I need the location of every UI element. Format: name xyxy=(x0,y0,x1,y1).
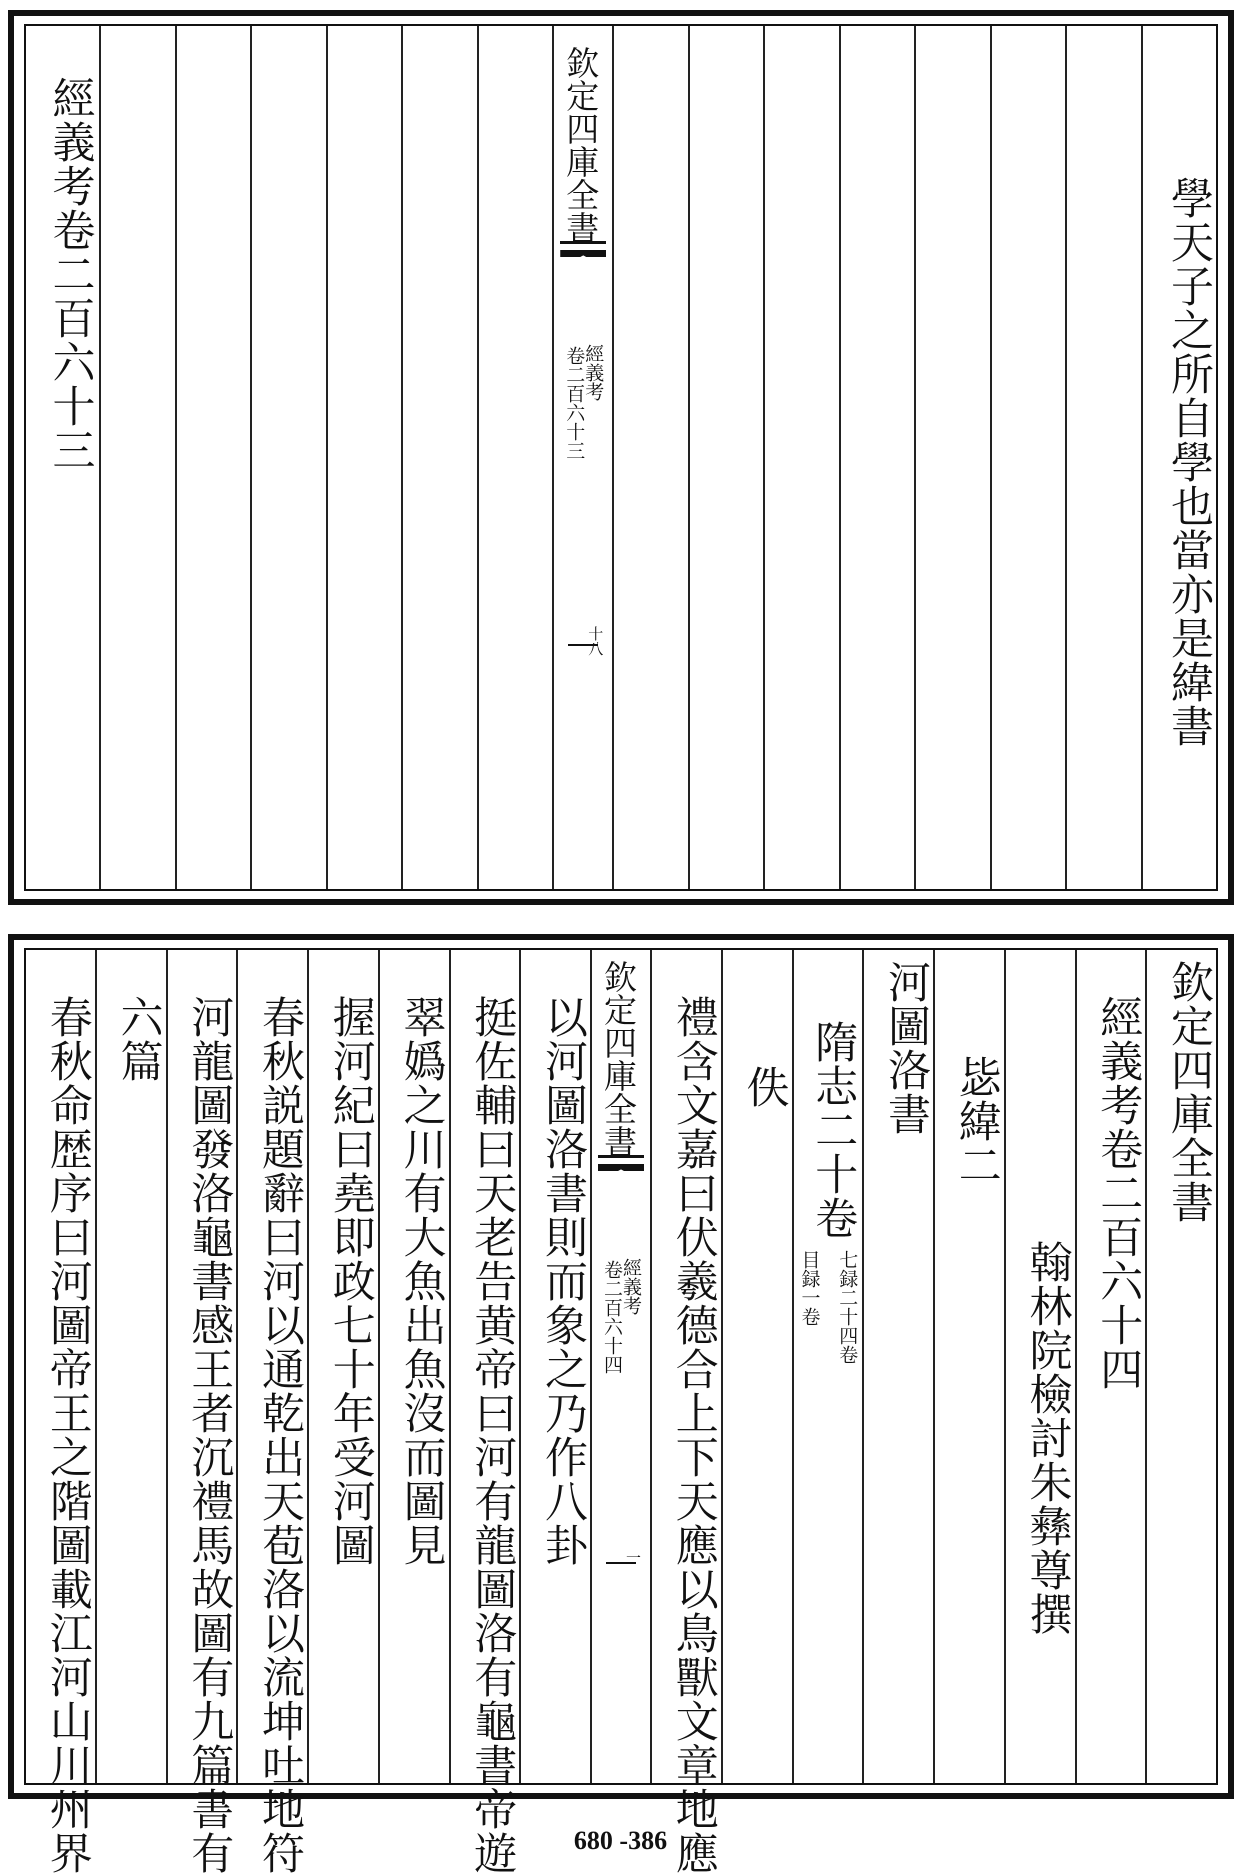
bottom-col-2 xyxy=(1075,950,1146,1783)
bottom-col-16 xyxy=(26,950,95,1875)
top-center-leaf: 十八 xyxy=(586,626,605,656)
top-center-margin xyxy=(552,26,612,889)
bottom-col-3 xyxy=(1004,950,1075,1783)
bottom-col-5-text: 河圖洛書 xyxy=(881,960,931,1136)
top-col-14 xyxy=(99,26,174,889)
bottom-center-leaf: 一 xyxy=(624,1550,642,1565)
top-center-rule xyxy=(568,644,598,646)
bottom-center-title: 欽定四庫全書 xyxy=(599,960,638,1158)
top-center-juan: 卷二百六十三 xyxy=(563,346,586,460)
bottom-col-1-text: 欽定四庫全書 xyxy=(1164,960,1214,1224)
top-col-8 xyxy=(612,26,687,889)
top-col-9 xyxy=(477,26,552,889)
bottom-col-7 xyxy=(721,950,792,1783)
bottom-col-8 xyxy=(650,950,721,1875)
bottom-col-1 xyxy=(1145,950,1216,1783)
bottom-left-col-4-text: 握河紀曰堯即政七十年受河圖 xyxy=(325,995,376,1567)
bottom-fish-tail-mark xyxy=(598,1155,644,1194)
top-col-13 xyxy=(175,26,250,889)
bottom-col-4 xyxy=(933,950,1004,1783)
bottom-col-9 xyxy=(519,950,590,1783)
top-col-10 xyxy=(401,26,476,889)
top-col-15 xyxy=(26,26,99,889)
bottom-col-8-text: 禮含文嘉曰伏羲德合上下天應以鳥獸文章地應 xyxy=(668,995,719,1875)
bottom-left-col-6-text: 河龍圖發洛龜書感王者沉禮馬故圖有九篇書有 xyxy=(184,995,235,1875)
top-center-title: 欽定四庫全書 xyxy=(561,46,601,244)
bottom-center-book-name: 經義考 xyxy=(620,1258,642,1315)
top-right-text: 學天子之所自學也當亦是緯書 xyxy=(1164,176,1214,748)
bottom-col-10 xyxy=(449,950,520,1875)
top-center-book-name: 經義考 xyxy=(582,344,605,401)
bottom-col-14 xyxy=(166,950,237,1875)
bottom-col-15 xyxy=(95,950,166,1783)
bottom-center-rule xyxy=(606,1562,636,1564)
bottom-col-5 xyxy=(862,950,933,1783)
top-col-7 xyxy=(688,26,763,889)
top-page-frame xyxy=(24,24,1218,891)
bottom-col-4-text: 毖緯二 xyxy=(951,1055,1002,1187)
bottom-left-col-3-text: 翠嬀之川有大魚出魚沒而圖見 xyxy=(396,995,447,1567)
top-page-columns xyxy=(26,26,1216,889)
top-col-5 xyxy=(839,26,914,889)
bottom-center-juan: 卷二百六十四 xyxy=(601,1260,623,1374)
top-col-1 xyxy=(1141,26,1216,889)
bottom-col-3-text: 翰林院檢討朱彝尊撰 xyxy=(1022,1240,1073,1636)
bottom-col-11 xyxy=(378,950,449,1783)
top-left-text: 經義考卷二百六十三 xyxy=(45,76,96,472)
top-col-3 xyxy=(990,26,1065,889)
bottom-col-6-note-left: 目録一卷 xyxy=(798,1250,821,1326)
bottom-center-margin xyxy=(590,950,650,1783)
bottom-left-col-1-text: 以河圖洛書則而象之乃作八卦 xyxy=(538,995,588,1567)
top-fish-tail-mark xyxy=(560,241,606,280)
bottom-left-col-8-text: 春秋命歴序曰河圖帝王之階圖載江河山川州界 xyxy=(42,995,93,1875)
bottom-col-12 xyxy=(307,950,378,1783)
bottom-left-col-5-text: 春秋説題辭曰河以通乾出天苞洛以流坤吐地符 xyxy=(255,995,305,1875)
top-page xyxy=(8,10,1234,905)
top-col-11 xyxy=(326,26,401,889)
top-col-6 xyxy=(763,26,838,889)
page-number-footer: 680 -386 xyxy=(573,1826,668,1855)
top-col-2 xyxy=(1065,26,1140,889)
bottom-col-6-text: 隋志二十卷 xyxy=(808,1020,859,1240)
bottom-col-6-note-right: 七録二十四卷 xyxy=(836,1250,859,1364)
bottom-col-13 xyxy=(236,950,307,1875)
bottom-col-7-text: 佚 xyxy=(739,1065,790,1109)
bottom-left-col-7-text: 六篇 xyxy=(113,995,164,1083)
bottom-col-6 xyxy=(792,950,863,1783)
bottom-left-col-2-text: 挺佐輔曰天老告黄帝曰河有龍圖洛有龜書帝遊 xyxy=(467,995,518,1875)
top-col-12 xyxy=(250,26,325,889)
top-col-4 xyxy=(914,26,989,889)
bottom-col-2-text: 經義考卷二百六十四 xyxy=(1093,995,1144,1391)
